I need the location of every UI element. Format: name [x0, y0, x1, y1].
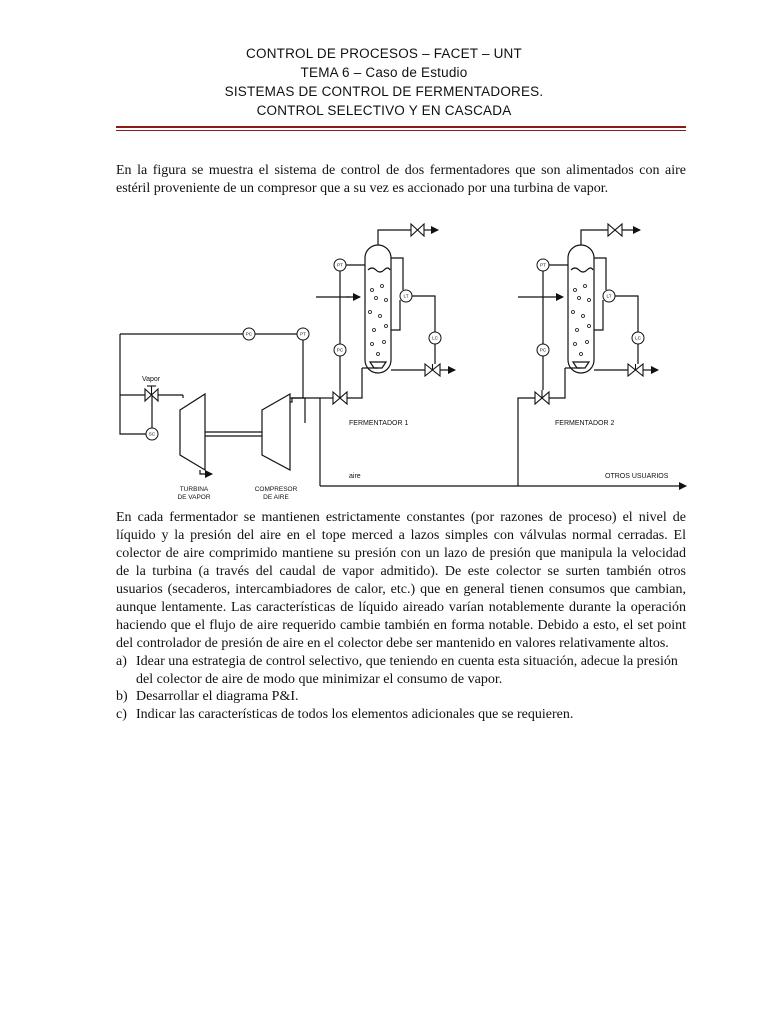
pt-header-tag: PT [300, 331, 306, 337]
sc-turbine-tag: SC [148, 431, 156, 437]
fermenter-1-bubbles [369, 285, 388, 356]
fermenter-2-vent-valve [608, 224, 622, 236]
vapor-label: Vapor [142, 376, 161, 383]
pt-fermenter-1-tag: PT [337, 262, 343, 268]
fermenter-2-label: FERMENTADOR 2 [555, 420, 615, 427]
fermenter-1-label: FERMENTADOR 1 [349, 420, 409, 427]
fermenter-1-air-valve [333, 390, 347, 404]
other-users-label: OTROS USUARIOS [605, 473, 669, 480]
lc-fermenter-2-tag: LC [635, 335, 641, 341]
lt-fermenter-2-tag: LT [606, 293, 612, 299]
task-item-a [116, 653, 686, 688]
fermenter-2-bubbles [572, 285, 591, 356]
pc-fermenter-1-tag: PC [336, 347, 344, 353]
task-text: Desarrollar el diagrama P&I. [136, 689, 299, 704]
pc-header-tag: PC [245, 331, 253, 337]
task-marker: b) [116, 689, 128, 704]
turbine-label-line2: DE VAPOR [177, 494, 211, 501]
lc-fermenter-1-tag: LC [432, 335, 438, 341]
intro-paragraph: En la figura se muestra el sistema de control de dos fermentadores que son alimentados con aire estéril proveniente de un compresor que a su vez es accionado por una turbina de vapor. [116, 163, 686, 196]
fermenter-1-vent-valve [411, 224, 424, 236]
header-course-title: CONTROL DE PROCESOS – FACET – UNT [246, 46, 522, 61]
task-list [116, 653, 686, 723]
steam-line [120, 395, 183, 428]
fermenter-2 [568, 245, 594, 373]
task-text: Idear una estrategia de control selectivo, que teniendo en cuenta esta situación, adecue la presión del colector de aire de modo que minimizar el consumo de vapor. [136, 654, 678, 687]
task-marker: a) [116, 654, 127, 669]
compressor-label-line2: DE AIRE [263, 494, 289, 501]
body-paragraph: En cada fermentador se mantienen estrictamente constantes (por razones de proceso) el nivel de líquido y la presión del aire en el tope merced a lazos simples con válvulas normal cerradas. El colector de aire comprimido mantiene su presión con un lazo de presión que manipula la velocidad de la turbina (a través del caudal de vapor admitido). De este colector se surten también otros usuarios (secaderos, intercambiadores de calor, etc.) que en general tienen consumos que cambian, aunque lentamente. Las características de líquido aireado varían notablemente durante la operación haciendo que el flujo de aire requerido cambie también en forma notable. Debido a esto, el set point del controlador de presión de aire en el colector debe ser mantenido en valores relativamente altos. [116, 510, 686, 651]
header-topic: TEMA 6 – Caso de Estudio [300, 65, 468, 80]
pt-fermenter-2-tag: PT [540, 262, 546, 268]
fermenter-1-outlet-valve [425, 364, 440, 376]
header-subtitle: CONTROL SELECTIVO Y EN CASCADA [256, 103, 512, 118]
fermenter-1 [365, 245, 391, 373]
pc-fermenter-2-tag: PC [539, 347, 547, 353]
air-label: aire [349, 473, 361, 480]
air-header-line [290, 368, 686, 486]
steam-turbine [180, 394, 205, 470]
task-marker: c) [116, 706, 127, 722]
lt-fermenter-1-tag: LT [403, 293, 409, 299]
fermenter-2-air-valve [535, 390, 549, 404]
air-compressor [262, 394, 290, 470]
task-text: Indicar las características de todos los elementos adicionales que se requieren. [136, 706, 574, 722]
compressor-label-line1: COMPRESOR [254, 486, 298, 493]
header-subject: SISTEMAS DE CONTROL DE FERMENTADORES. [224, 84, 544, 99]
task-item-b [116, 688, 686, 706]
task-item-c [116, 706, 686, 724]
turbine-label-line1: TURBINA [179, 486, 209, 493]
fermenter-2-outlet-valve [628, 364, 643, 376]
